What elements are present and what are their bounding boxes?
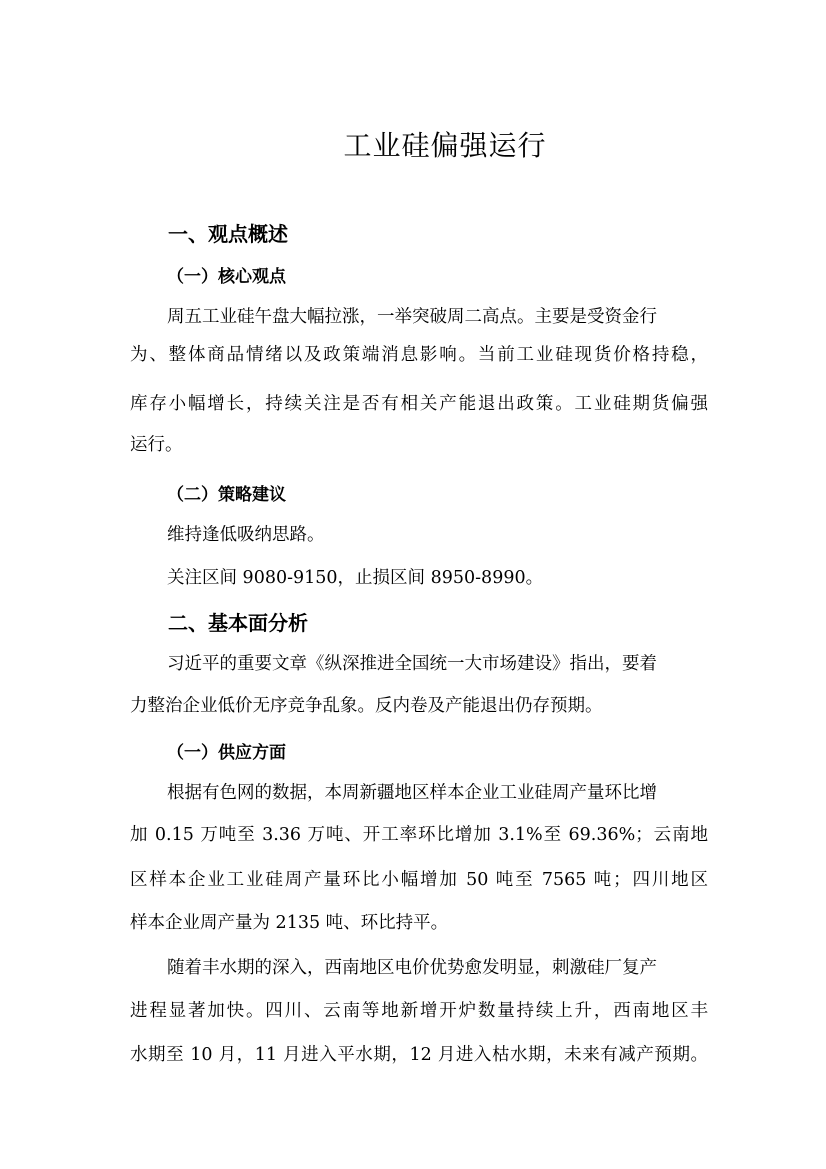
subsection-heading-core-view: （一）核心观点 (167, 267, 286, 287)
paragraph-line: 为、整体商品情绪以及政策端消息影响。当前工业硅现货价格持稳， (130, 345, 708, 365)
document-title: 工业硅偏强运行 (343, 129, 547, 162)
paragraph-line: 随着丰水期的深入，西南地区电价优势愈发明显，刺激硅厂复产 (167, 958, 657, 978)
paragraph-line: 习近平的重要文章《纵深推进全国统一大市场建设》指出，要着 (167, 654, 657, 674)
section-heading-overview: 一、观点概述 (168, 222, 288, 246)
paragraph-line: 样本企业周产量为 2135 吨、环比持平。 (130, 913, 449, 933)
paragraph-line: 加 0.15 万吨至 3.36 万吨、开工率环比增加 3.1%至 69.36%；云南地 (130, 825, 708, 845)
paragraph-line: 周五工业硅午盘大幅拉涨，一举突破周二高点。主要是受资金行 (167, 307, 657, 327)
section-heading-fundamentals: 二、基本面分析 (168, 611, 308, 635)
paragraph-line: 区样本企业工业硅周产量环比小幅增加 50 吨至 7565 吨；四川地区 (130, 870, 708, 890)
paragraph-line: 水期至 10 月，11 月进入平水期，12 月进入枯水期，未来有减产预期。 (130, 1045, 708, 1065)
paragraph-line: 运行。 (130, 435, 183, 455)
paragraph-line: 维持逢低吸纳思路。 (167, 525, 325, 545)
paragraph-line: 关注区间 9080-9150，止损区间 8950-8990。 (167, 568, 544, 588)
subsection-heading-supply: （一）供应方面 (167, 743, 286, 763)
subsection-heading-strategy: （二）策略建议 (167, 485, 286, 505)
paragraph-line: 进程显著加快。四川、云南等地新增开炉数量持续上升，西南地区丰 (130, 1001, 708, 1021)
paragraph-line: 根据有色网的数据，本周新疆地区样本企业工业硅周产量环比增 (167, 783, 657, 803)
paragraph-line: 库存小幅增长，持续关注是否有相关产能退出政策。工业硅期货偏强 (130, 394, 708, 414)
paragraph-line: 力整治企业低价无序竞争乱象。反内卷及产能退出仍存预期。 (130, 696, 603, 716)
